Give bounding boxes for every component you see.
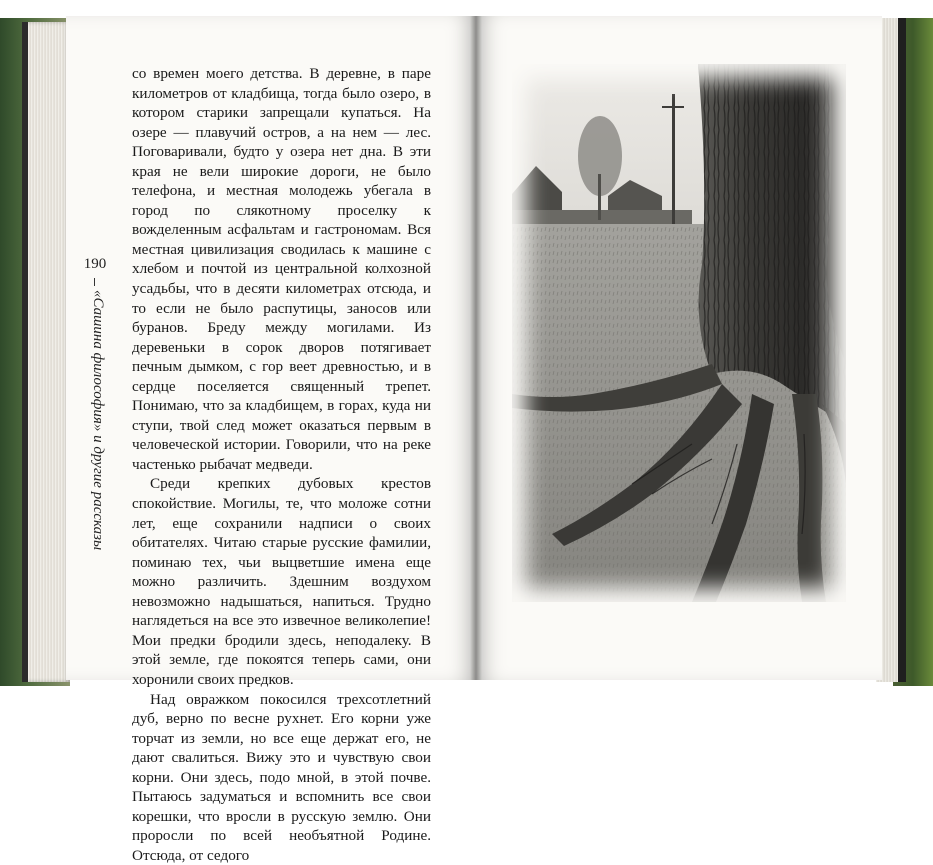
book-cover-right — [898, 18, 906, 682]
book-gutter — [470, 16, 482, 680]
tree-photo — [512, 64, 846, 602]
running-head-title: «Сашина философия» и другие рассказы — [89, 290, 106, 550]
body-text — [132, 64, 431, 865]
tree-bark-texture — [698, 64, 846, 424]
page-number: 190 — [82, 256, 108, 273]
utility-pole — [672, 94, 675, 224]
running-head — [82, 256, 108, 596]
book-cover-left — [22, 22, 28, 682]
tree-photo-illustration — [512, 64, 846, 602]
running-head-rule — [94, 278, 95, 286]
young-tree-trunk — [598, 174, 601, 220]
paragraph-3: Над овражком покосился трехсотлетний дуб, верно по весне рухнет. Его корни уже торчат из земли, но все еще держат его, не дают свалиться. Вижу это и чувствую свои корни. Они здесь, подо мной, в этой почве. Пытаюсь задуматься и вспомнить все свои корешки, что вросли в русскую землю. Они проросли по всей необъятной Родине. Отсюда, от седого — [132, 690, 431, 865]
page-stack-left — [22, 22, 70, 682]
paragraph-1: со времен моего детства. В деревне, в паре километров от кладбища, тогда было озеро, в котором старики запрещали купаться. На озере — плавучий остров, а на нем — лес. Поговаривали, будто у озера нет дна. В эти края не вели широкие дороги, не было телефона, и местная молодежь убегала в город по слякотному проселку к вожделенным асфальтам и гастрономам. Вся местная цивилизация сводилась к машине с хлебом и почтой из центральной колхозной усадьбы, что в десяти километрах отсюда, и то если не было распутицы, заносов или буранов. Бреду между могилами. Из деревеньки в сорок дворов потягивает печным дымком, с гор веет древностью, и в сердце поселяется священный трепет. Понимаю, что за кладбищем, в горах, куда ни ступи, твой след может оказаться первым в человеческой истории. Говорили, что на реке частенько рыбачат медведи. — [132, 64, 431, 474]
utility-pole-crossbar — [662, 106, 684, 108]
fence — [512, 210, 692, 224]
paragraph-2: Среди крепких дубовых крестов спокойствие. Могилы, те, что моложе сотни лет, еще сохранили надписи о своих обитателях. Читаю старые русские фамилии, поминаю тех, чьи выцветшие имена еще можно различить. Здешним воздухом невозможно надышаться, напиться. Трудно наглядеться на все это извечное великолепие! Мои предки бродили здесь, неподалеку. В этой земле, где покоятся теперь сами, они хоронили своих предков. — [132, 474, 431, 689]
